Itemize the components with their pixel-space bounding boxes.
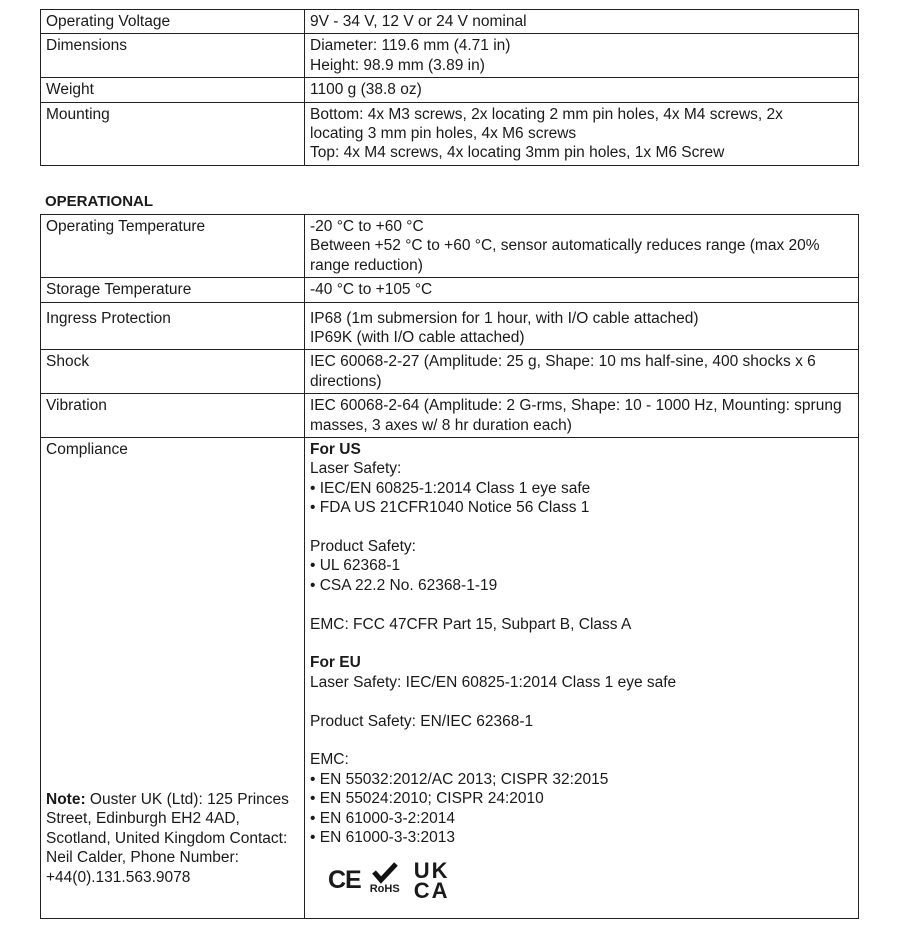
spec-value: IEC 60068-2-27 (Amplitude: 25 g, Shape: 10 ms half-sine, 400 shocks x 6 directions) (305, 350, 859, 394)
table-row (41, 302, 859, 350)
spec-value: Bottom: 4x M3 screws, 2x locating 2 mm pin holes, 4x M4 screws, 2x locating 3 mm pin holes, 4x M6 screws Top: 4x M4 screws, 4x locating 3mm pin holes, 1x M6 Screw (305, 102, 859, 165)
spec-value: -40 °C to +105 °C (305, 278, 859, 302)
certification-logos (328, 857, 853, 903)
spec-key: Weight (41, 78, 305, 102)
table-row (41, 78, 859, 102)
rohs-mark-icon: RoHS (370, 862, 400, 899)
spec-value: Diameter: 119.6 mm (4.71 in) Height: 98.9 mm (3.89 in) (305, 34, 859, 78)
table-row (41, 215, 859, 278)
spec-key: Mounting (41, 102, 305, 165)
spec-key: Vibration (41, 394, 305, 438)
spec-value: IP68 (1m submersion for 1 hour, with I/O cable attached) IP69K (with I/O cable attached) (305, 302, 859, 350)
note-label: Note: (46, 791, 86, 809)
section-title: OPERATIONAL (45, 193, 154, 210)
spec-key: Dimensions (41, 34, 305, 78)
general-spec-table (40, 9, 859, 166)
spec-key: Ingress Protection (41, 302, 305, 350)
spec-key: Operating Voltage (41, 10, 305, 34)
note-text: Ouster UK (Ltd): 125 Princes Street, Edinburgh EH2 4AD, Scotland, United Kingdom Contact: Neil Calder, Phone Number: +44(0).131.563.9078 (46, 791, 289, 886)
compliance-value: For US Laser Safety: • IEC/EN 60825-1:2014 Class 1 eye safe • FDA US 21CFR1040 Notice 56 Class 1 Product Safety: • UL 62368-1 • CSA 22.2 No. 62368-1-19 EMC: FCC 47CFR Part 15, Subpart B, Class A For EU Laser Safety: IEC/EN 60825-1:2014 Class 1 eye safe Product Safety: EN/IEC 62368-1 EMC: • EN 55032:2012/AC 2013; CISPR 32:2015 • EN 55024:2010; CISPR 24:2010 • EN 61000-3-2:2014 • EN 61000-3-3:2013 CE RoHS UK CA (305, 438, 859, 919)
table-row (41, 350, 859, 394)
table-row (41, 102, 859, 165)
compliance-key-cell (41, 438, 305, 919)
operational-spec-table (40, 214, 859, 919)
spec-value: 9V - 34 V, 12 V or 24 V nominal (305, 10, 859, 34)
note (46, 790, 296, 887)
spec-key: Compliance (46, 441, 128, 459)
spec-value: -20 °C to +60 °C Between +52 °C to +60 °C, sensor automatically reduces range (max 20% range reduction) (305, 215, 859, 278)
ukca-mark-icon: UK CA (413, 857, 450, 903)
table-row (41, 278, 859, 302)
table-row (41, 394, 859, 438)
spec-value: 1100 g (38.8 oz) (305, 78, 859, 102)
table-row (41, 34, 859, 78)
table-row (41, 10, 859, 34)
ce-mark-icon: CE (328, 865, 361, 894)
table-row (41, 438, 859, 919)
spec-key: Storage Temperature (41, 278, 305, 302)
spec-value: IEC 60068-2-64 (Amplitude: 2 G-rms, Shape: 10 - 1000 Hz, Mounting: sprung masses, 3 axes w/ 8 hr duration each) (305, 394, 859, 438)
spec-key: Shock (41, 350, 305, 394)
spec-key: Operating Temperature (41, 215, 305, 278)
